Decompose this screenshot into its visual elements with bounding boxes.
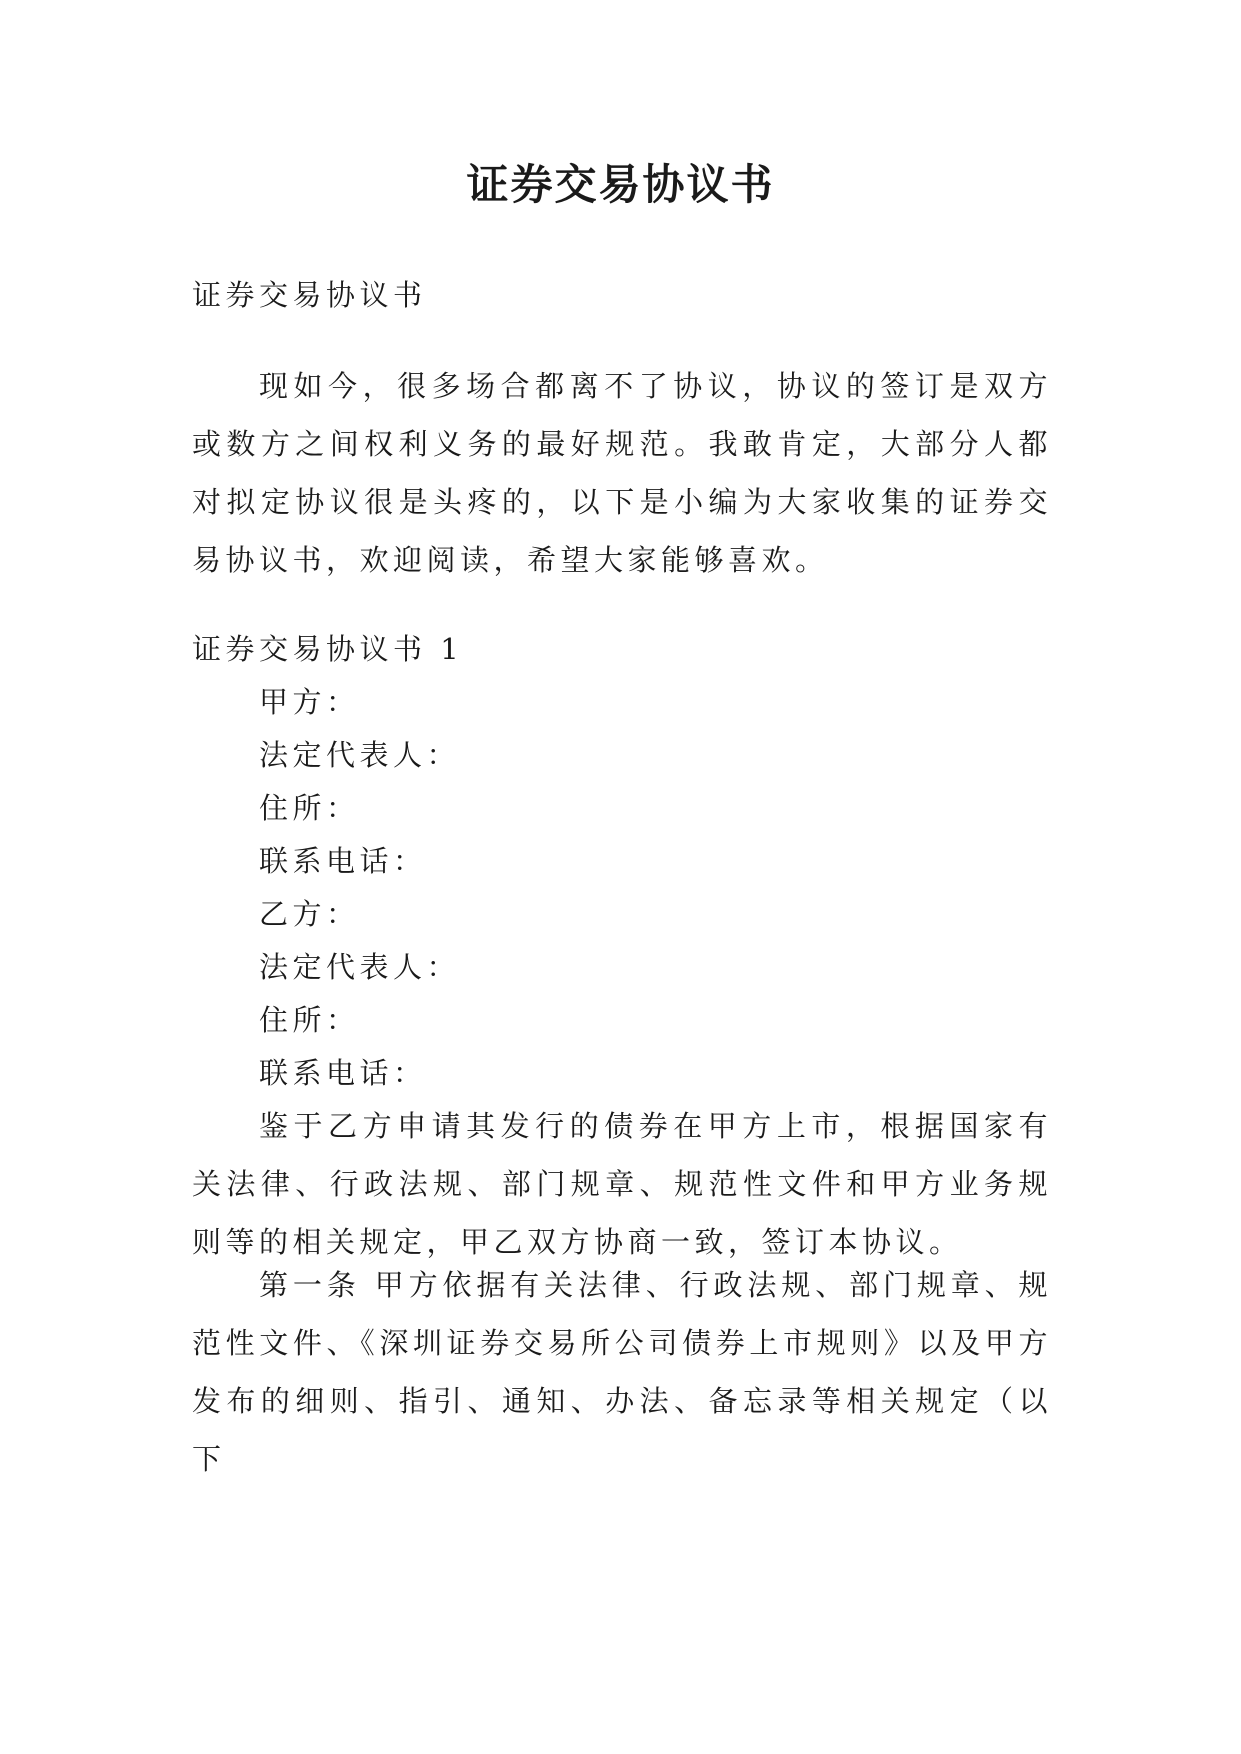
intro-paragraph: 现如今，很多场合都离不了协议，协议的签订是双方或数方之间权利义务的最好规范。我敢肯定，大部分人都对拟定协议很是头疼的，以下是小编为大家收集的证券交易协议书，欢迎阅读，希望大家能够喜欢。 (192, 369, 1052, 577)
party-a-name-label: 甲方： (259, 685, 360, 719)
article-one-paragraph: 第一条 甲方依据有关法律、行政法规、部门规章、规范性文件、《深圳证券交易所公司债券上市规则》以及甲方发布的细则、指引、通知、办法、备忘录等相关规定（以下 (192, 1268, 1052, 1476)
party-a-address-label: 住所： (259, 791, 360, 825)
document-subtitle: 证券交易协议书 (192, 278, 427, 312)
party-b-address-label: 住所： (259, 1003, 360, 1037)
section-heading: 证券交易协议书 1 (192, 632, 464, 666)
document-title: 证券交易协议书 (466, 160, 775, 209)
party-a-phone-label: 联系电话： (259, 844, 427, 878)
preamble-paragraph: 鉴于乙方申请其发行的债券在甲方上市，根据国家有关法律、行政法规、部门规章、规范性文件和甲方业务规则等的相关规定，甲乙双方协商一致，签订本协议。 (192, 1109, 1052, 1259)
party-b-name-label: 乙方： (259, 897, 360, 931)
party-a-rep-label: 法定代表人： (259, 738, 461, 772)
party-b-phone-label: 联系电话： (259, 1056, 427, 1090)
party-b-rep-label: 法定代表人： (259, 950, 461, 984)
